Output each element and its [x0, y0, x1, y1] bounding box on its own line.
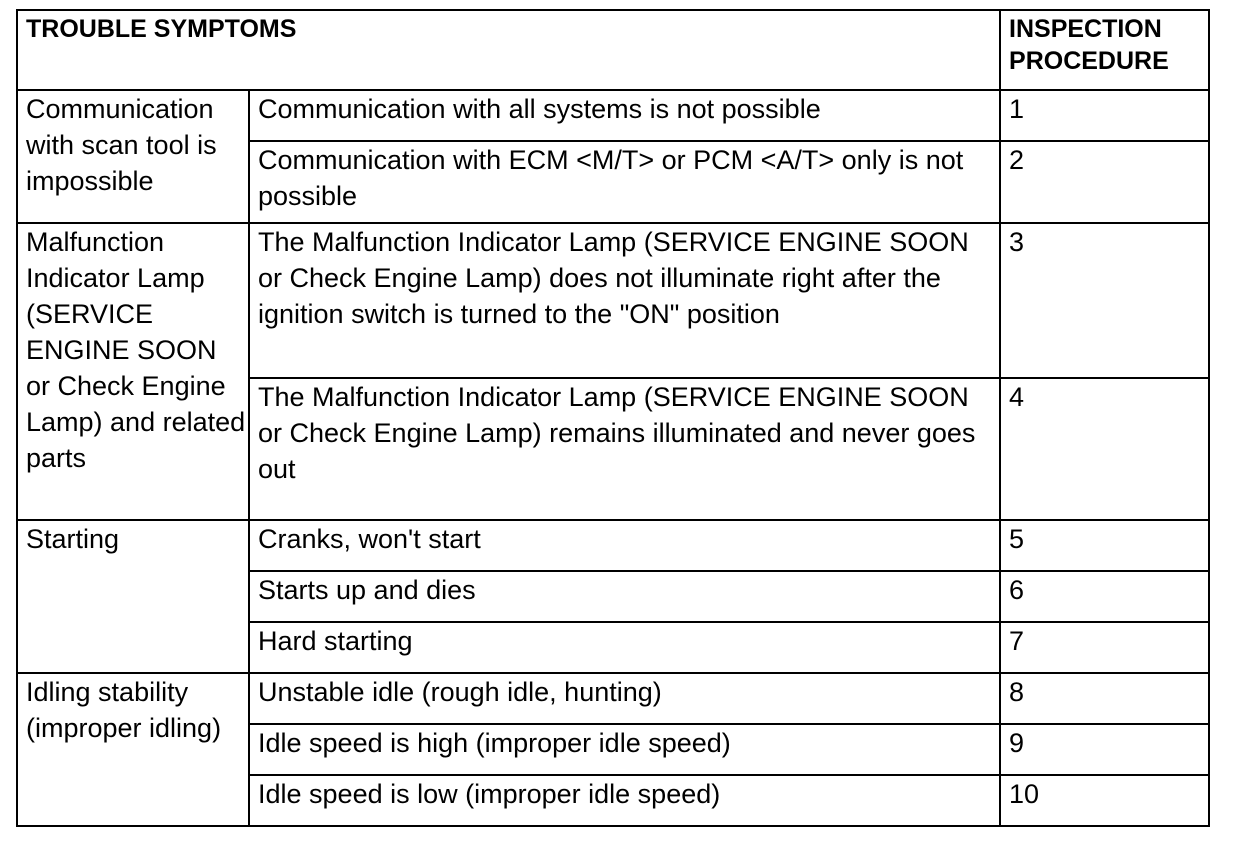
- procedure-cell: 5: [1000, 520, 1209, 571]
- category-idling-stability: Idling stability (improper idling): [17, 673, 249, 826]
- procedure-cell: 6: [1000, 571, 1209, 622]
- symptom-cell: The Malfunction Indicator Lamp (SERVICE ENGINE SOON or Check Engine Lamp) remains illuminated and never goes out: [249, 378, 1000, 520]
- symptom-cell: Hard starting: [249, 622, 1000, 673]
- procedure-cell: 2: [1000, 141, 1209, 223]
- symptom-cell: Idle speed is high (improper idle speed): [249, 724, 1000, 775]
- header-inspection-procedure: [1000, 10, 1209, 90]
- symptom-cell: The Malfunction Indicator Lamp (SERVICE ENGINE SOON or Check Engine Lamp) does not illuminate right after the ignition switch is turned to the "ON" position: [249, 223, 1000, 378]
- table-header-row: [17, 10, 1209, 90]
- header-procedure-line2: PROCEDURE: [1009, 47, 1169, 75]
- table-row: [17, 520, 1209, 571]
- trouble-symptoms-table: [16, 9, 1210, 827]
- procedure-cell: 7: [1000, 622, 1209, 673]
- header-procedure-line1: INSPECTION: [1009, 15, 1162, 43]
- table-row: [17, 90, 1209, 141]
- category-starting: Starting: [17, 520, 249, 673]
- symptom-cell: Cranks, won't start: [249, 520, 1000, 571]
- category-malfunction-indicator-lamp: Malfunction Indicator Lamp (SERVICE ENGINE SOON or Check Engine Lamp) and related parts: [17, 223, 249, 520]
- procedure-cell: 3: [1000, 223, 1209, 378]
- header-trouble-symptoms: TROUBLE SYMPTOMS: [17, 10, 1000, 90]
- symptom-cell: Communication with ECM <M/T> or PCM <A/T> only is not possible: [249, 141, 1000, 223]
- category-communication: Communication with scan tool is impossible: [17, 90, 249, 223]
- symptom-cell: Communication with all systems is not possible: [249, 90, 1000, 141]
- table-row: [17, 673, 1209, 724]
- symptom-cell: Idle speed is low (improper idle speed): [249, 775, 1000, 826]
- procedure-cell: 1: [1000, 90, 1209, 141]
- symptom-cell: Unstable idle (rough idle, hunting): [249, 673, 1000, 724]
- procedure-cell: 8: [1000, 673, 1209, 724]
- procedure-cell: 10: [1000, 775, 1209, 826]
- table-row: [17, 223, 1209, 378]
- symptom-cell: Starts up and dies: [249, 571, 1000, 622]
- procedure-cell: 9: [1000, 724, 1209, 775]
- procedure-cell: 4: [1000, 378, 1209, 520]
